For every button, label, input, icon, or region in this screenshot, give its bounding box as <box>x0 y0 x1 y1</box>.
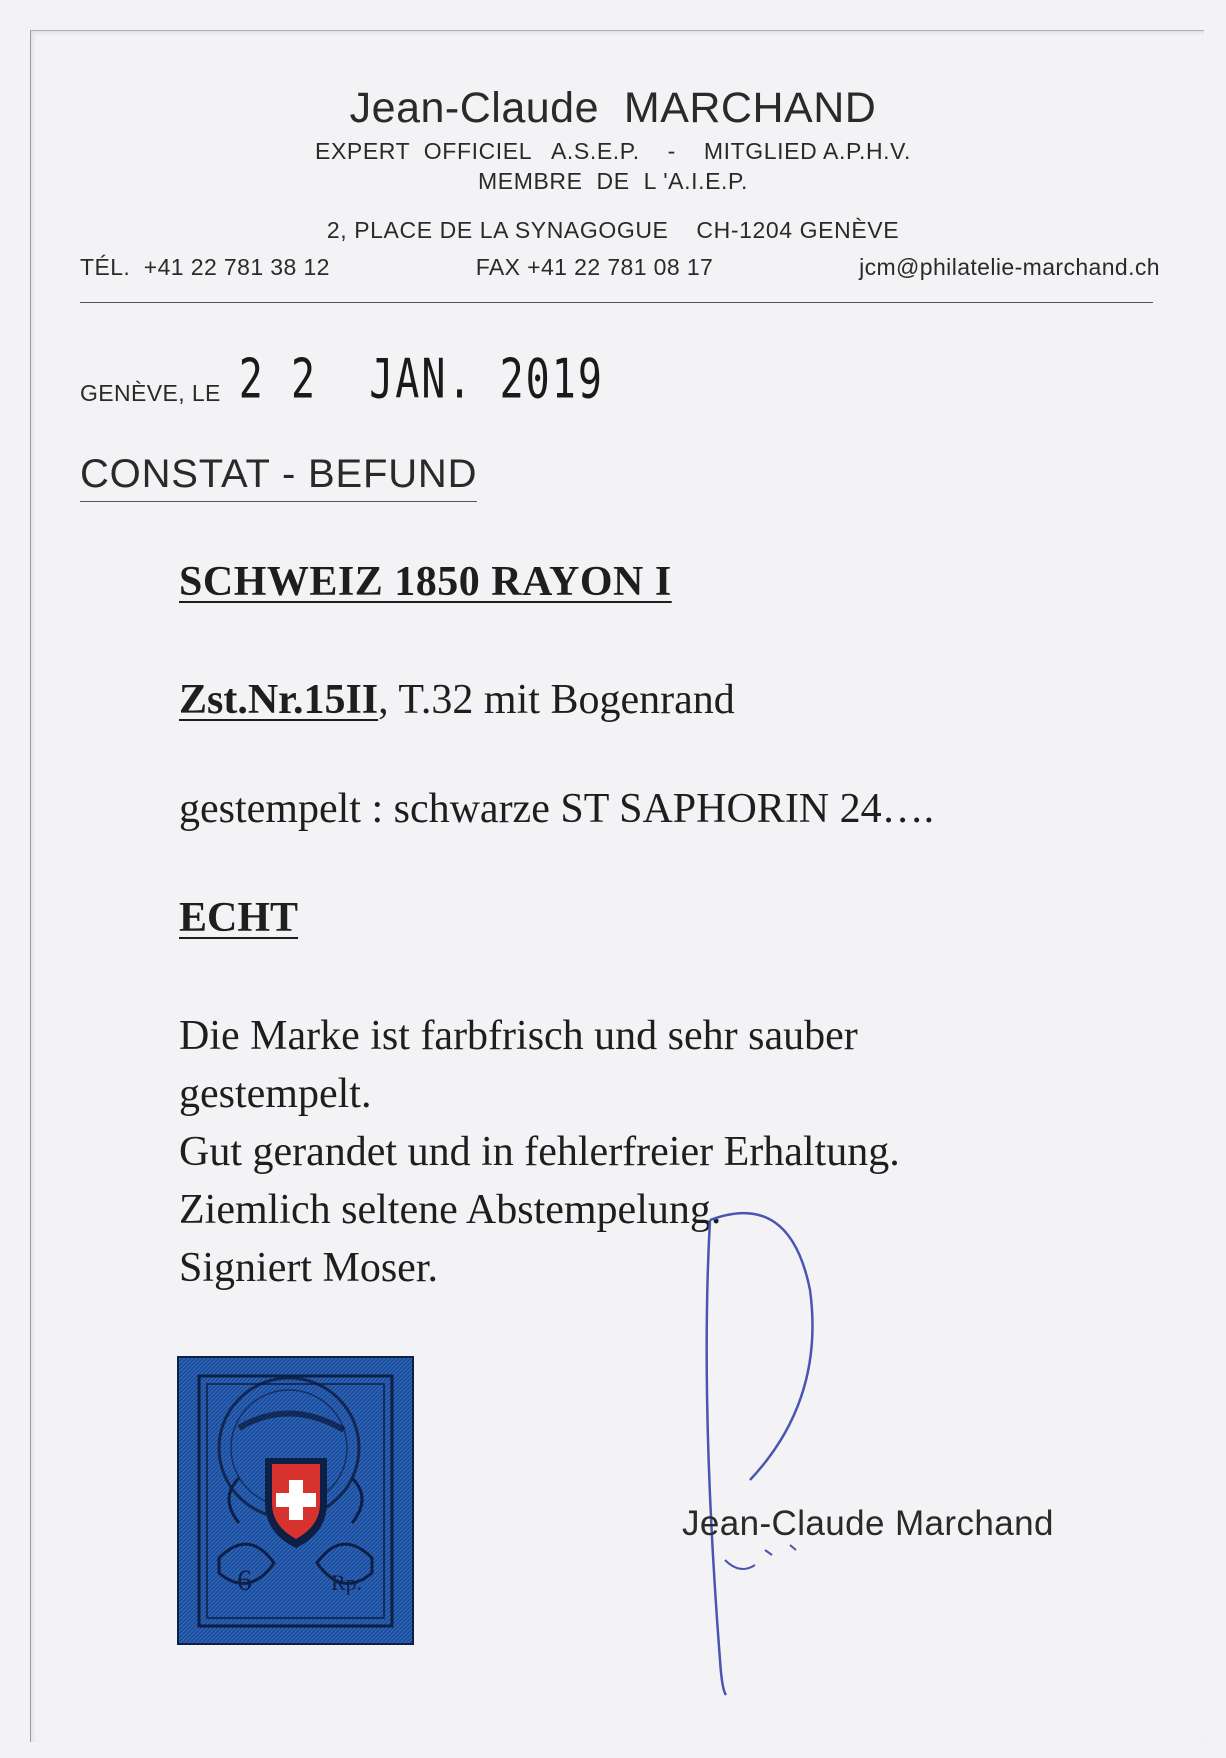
catalog-number: Zst.Nr.15II <box>179 677 379 723</box>
description-line: Ziemlich seltene Abstempelung. <box>179 1187 722 1233</box>
section-title: CONSTAT - BEFUND <box>80 452 477 502</box>
phone-number: TÉL. +41 22 781 38 12 <box>80 254 330 280</box>
contact-line <box>80 254 1160 281</box>
expert-membership: MEMBRE DE L 'A.I.E.P. <box>478 168 748 194</box>
cancellation-line: gestempelt : schwarze ST SAPHORIN 24…. <box>179 786 935 832</box>
expert-name: Jean-Claude MARCHAND <box>349 84 877 132</box>
date-prefix: GENÈVE, LE <box>80 380 221 406</box>
catalog-details: , T.32 mit Bogenrand <box>378 677 735 723</box>
catalog-line <box>179 676 735 724</box>
signature-name: Jean-Claude Marchand <box>682 1504 1054 1543</box>
header-divider <box>80 302 1153 303</box>
expert-address: 2, PLACE DE LA SYNAGOGUE CH-1204 GENÈVE <box>326 217 900 243</box>
handwritten-signature <box>680 1200 840 1700</box>
description-line: gestempelt. <box>179 1071 372 1117</box>
stamp-value: 6 <box>237 1564 252 1597</box>
date-stamp: 2 2 JAN. 2019 <box>238 348 604 411</box>
description-line: Die Marke ist farbfrisch und sehr sauber <box>179 1013 858 1059</box>
certificate-title: SCHWEIZ 1850 RAYON I <box>179 559 672 605</box>
stamp-artwork <box>179 1358 412 1643</box>
description-line: Signiert Moser. <box>179 1245 438 1291</box>
description-line: Gut gerandet und in fehlerfreier Erhaltung. <box>179 1129 900 1175</box>
date-line <box>80 348 604 411</box>
expert-credentials: EXPERT OFFICIEL A.S.E.P. - MITGLIED A.P.H.V. <box>315 138 911 164</box>
email-address: jcm@philatelie-marchand.ch <box>859 254 1160 280</box>
stamp-unit: Rp. <box>331 1570 363 1595</box>
fax-number: FAX +41 22 781 08 17 <box>475 254 714 280</box>
verdict: ECHT <box>179 895 299 941</box>
stamp-image <box>177 1356 414 1645</box>
